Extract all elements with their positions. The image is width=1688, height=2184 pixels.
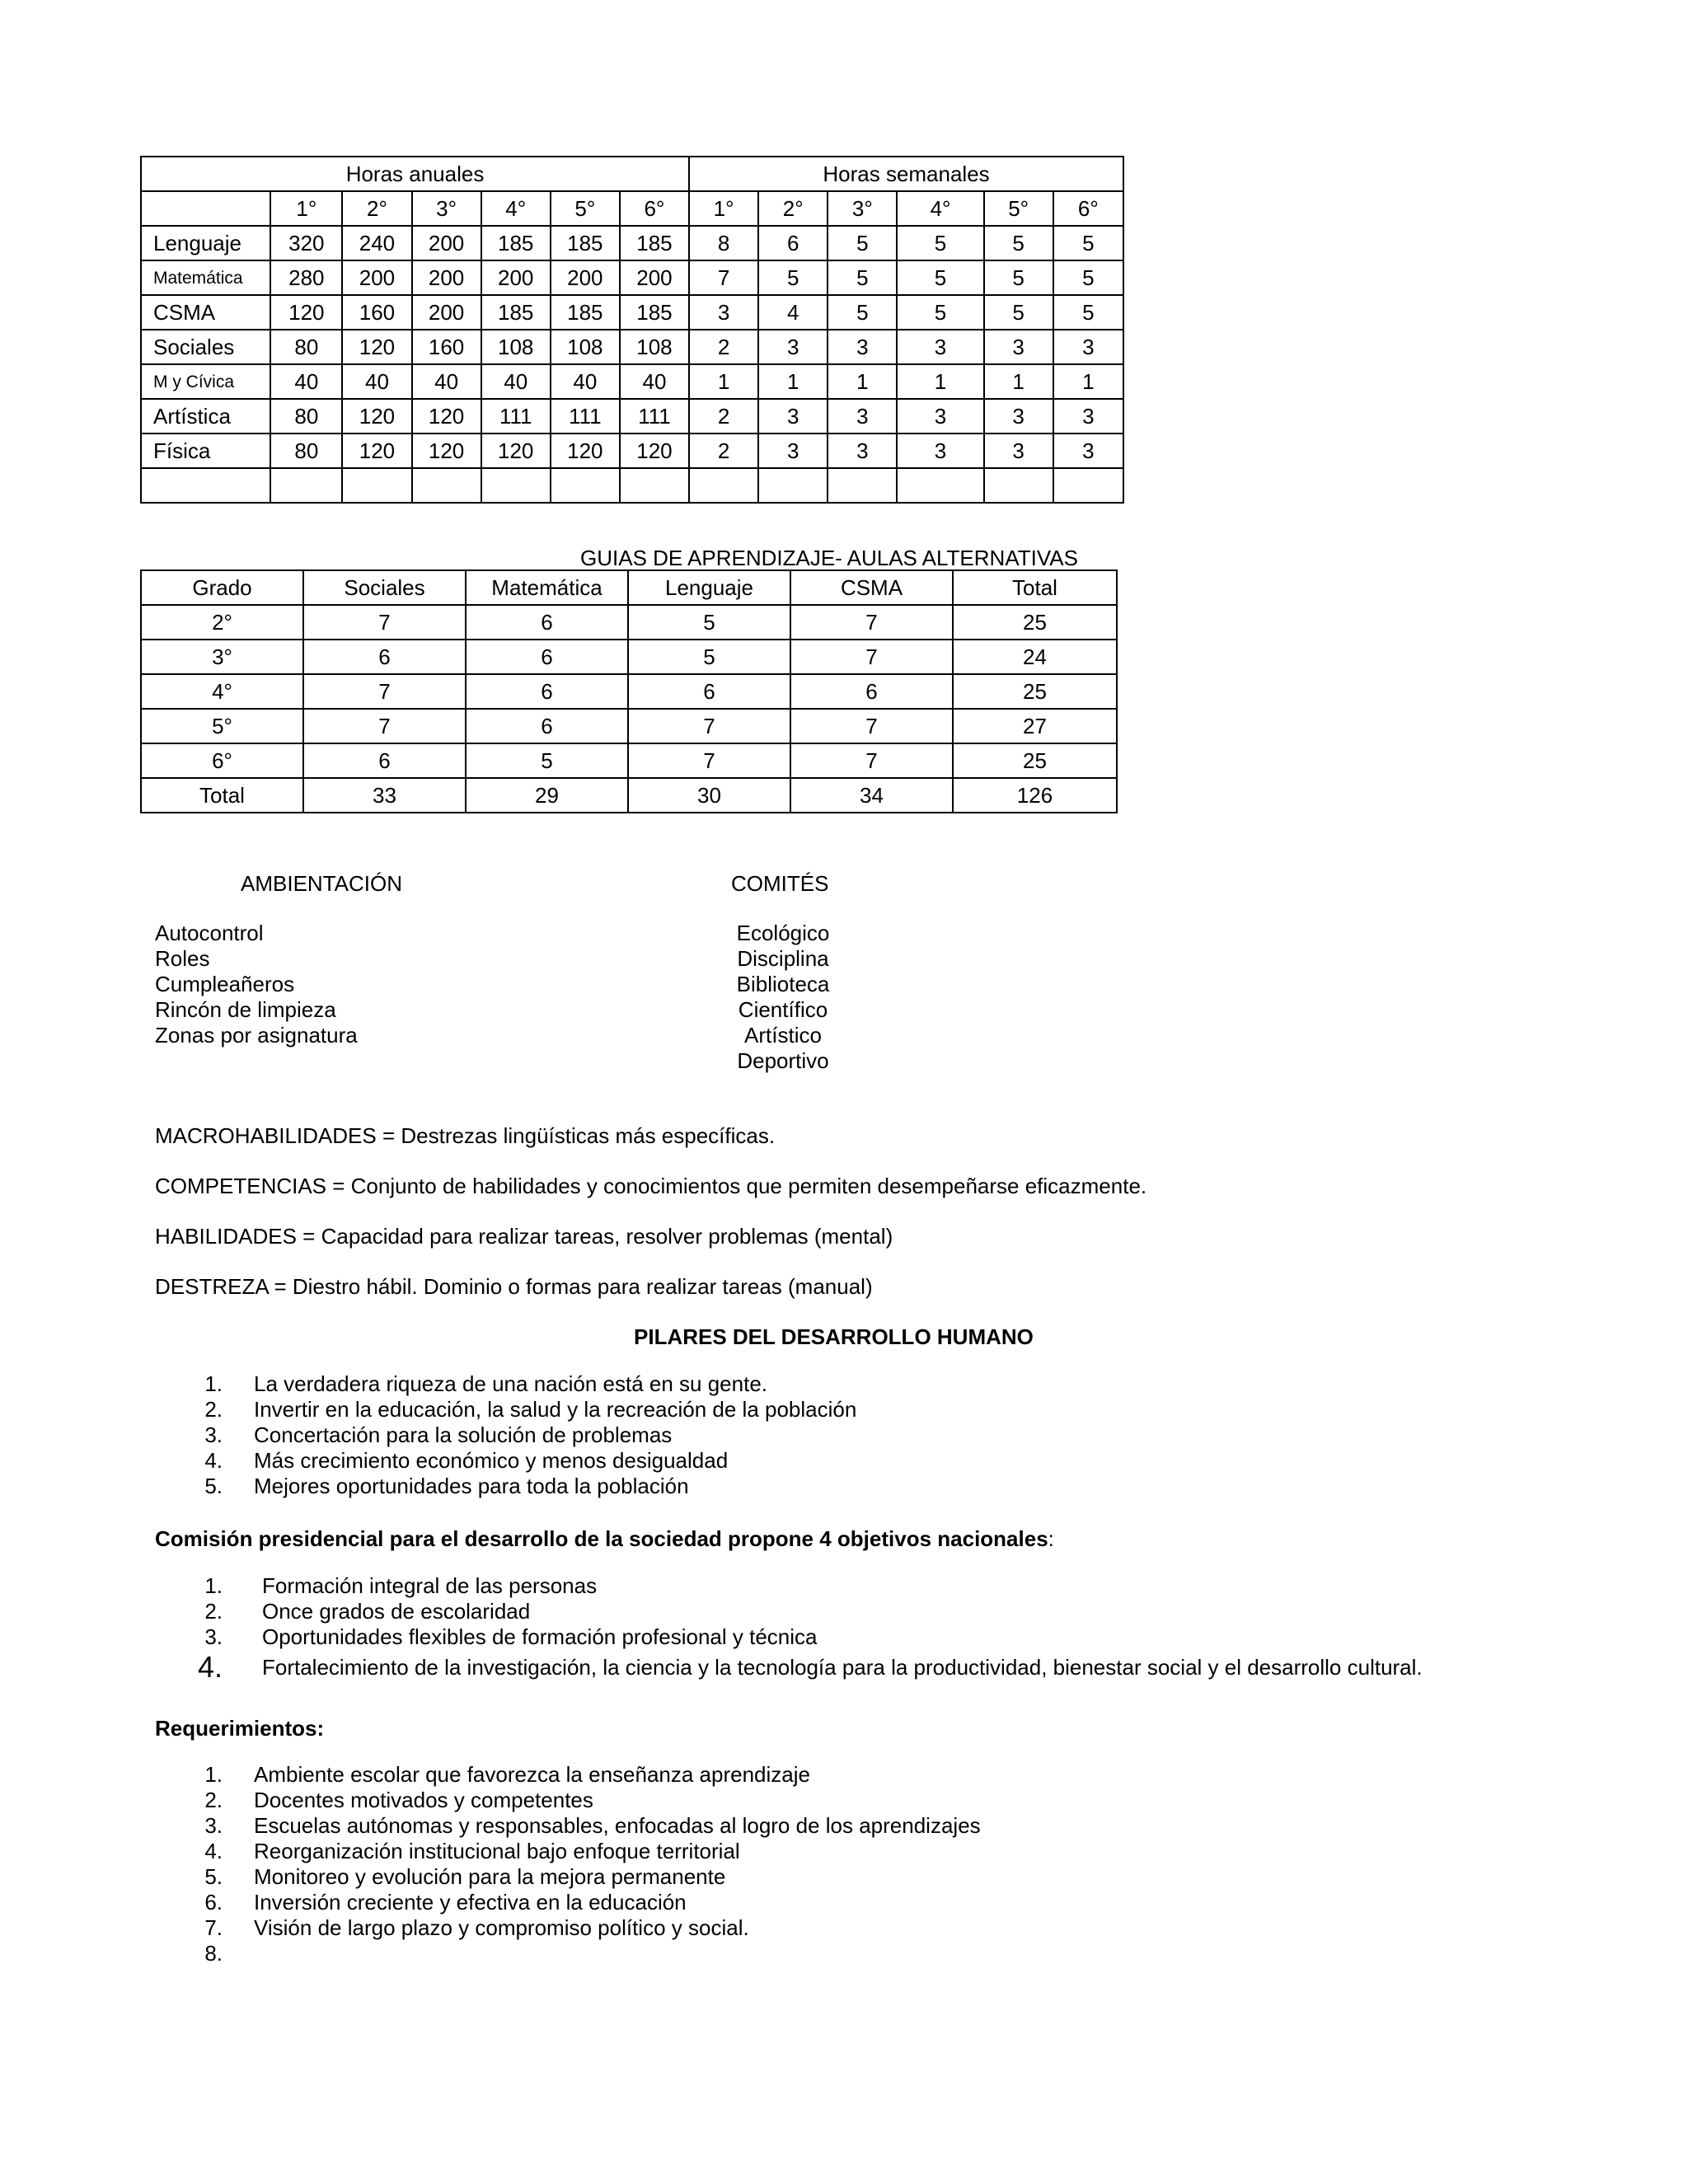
empty-cell — [620, 468, 689, 503]
comite-item: Biblioteca — [736, 972, 830, 996]
hours-cell: 108 — [620, 330, 689, 364]
objetivo-item — [190, 1650, 1508, 1685]
hours-row — [141, 260, 1123, 295]
comites-list — [725, 921, 841, 1074]
hours-cell: 160 — [412, 330, 481, 364]
guides-cell: 29 — [466, 778, 628, 813]
list-text: Ambiente escolar que favorezca la enseñanza aprendizaje — [254, 1762, 810, 1787]
guides-cell: 5 — [628, 605, 790, 640]
pilar-item — [190, 1448, 1179, 1474]
subject-cell: Matemática — [141, 260, 270, 295]
hours-row — [141, 364, 1123, 399]
hours-cell: 40 — [620, 364, 689, 399]
list-text: Visión de largo plazo y compromiso político y social. — [254, 1915, 749, 1940]
hours-cell: 111 — [620, 399, 689, 434]
hours-cell: 5 — [984, 260, 1053, 295]
comite-item: Artístico — [744, 1023, 822, 1047]
definition-competencias: COMPETENCIAS = Conjunto de habilidades y conocimientos que permiten desempeñarse eficazmente. — [155, 1174, 1147, 1198]
guides-header: Grado — [141, 570, 303, 605]
pilar-item — [190, 1371, 1179, 1397]
hours-cell: 1 — [758, 364, 828, 399]
objetivo-item — [190, 1573, 1508, 1599]
hours-cell: 5 — [1053, 260, 1123, 295]
hours-cell: 5 — [828, 295, 897, 330]
hours-cell: 120 — [270, 295, 342, 330]
hours-cell: 40 — [342, 364, 411, 399]
hours-cell: 200 — [620, 260, 689, 295]
list-number: 2. — [204, 1397, 223, 1422]
hours-cell: 3 — [984, 330, 1053, 364]
objetivo-item — [190, 1624, 1508, 1650]
hours-cell: 3 — [984, 399, 1053, 434]
guides-row — [141, 640, 1117, 674]
hours-grade-header-row — [141, 191, 1123, 226]
guides-cell: 6 — [790, 674, 953, 709]
definition-destreza: DESTREZA = Diestro hábil. Dominio o formas para realizar tareas (manual) — [155, 1274, 873, 1299]
ambientacion-item: Roles — [155, 946, 210, 971]
definition-habilidades: HABILIDADES = Capacidad para realizar tareas, resolver problemas (mental) — [155, 1224, 893, 1249]
hours-cell: 2 — [689, 434, 758, 468]
hours-cell: 120 — [481, 434, 551, 468]
grade-header: 3° — [412, 191, 481, 226]
hours-cell: 40 — [551, 364, 620, 399]
requerimientos-title: Requerimientos: — [155, 1716, 325, 1741]
hours-cell: 200 — [412, 260, 481, 295]
subject-cell: CSMA — [141, 295, 270, 330]
guides-cell: 6 — [466, 674, 628, 709]
hours-table — [140, 156, 1124, 504]
hours-cell: 120 — [412, 434, 481, 468]
list-number: 6. — [204, 1890, 223, 1915]
hours-cell: 6 — [758, 226, 828, 260]
list-text: Oportunidades flexibles de formación profesional y técnica — [262, 1624, 818, 1649]
hours-cell: 3 — [828, 330, 897, 364]
hours-group-header-row — [141, 157, 1123, 191]
hours-cell: 240 — [342, 226, 411, 260]
grade-header: 5° — [984, 191, 1053, 226]
list-text: Docentes motivados y competentes — [254, 1788, 593, 1812]
hours-cell: 5 — [897, 226, 983, 260]
hours-cell: 200 — [412, 295, 481, 330]
empty-cell — [828, 468, 897, 503]
list-number: 5. — [204, 1474, 223, 1498]
guides-cell: 34 — [790, 778, 953, 813]
guides-cell: 6 — [466, 709, 628, 743]
guides-cell: 6 — [303, 743, 466, 778]
grade-header: 1° — [270, 191, 342, 226]
guides-cell: 7 — [790, 605, 953, 640]
requerimiento-item — [190, 1915, 1261, 1941]
hours-cell: 185 — [481, 295, 551, 330]
grade-header: 2° — [758, 191, 828, 226]
hours-cell: 3 — [689, 295, 758, 330]
ambientacion-item: Autocontrol — [155, 921, 264, 945]
guides-cell: 6 — [628, 674, 790, 709]
hours-cell: 2 — [689, 330, 758, 364]
empty-cell — [270, 468, 342, 503]
hours-cell: 1 — [1053, 364, 1123, 399]
guides-row — [141, 778, 1117, 813]
hours-cell: 3 — [758, 399, 828, 434]
empty-cell — [551, 468, 620, 503]
empty-cell — [984, 468, 1053, 503]
requerimientos-list — [190, 1762, 1261, 1966]
list-number: 4. — [204, 1448, 223, 1473]
subject-cell: M y Cívica — [141, 364, 270, 399]
requerimiento-item — [190, 1941, 1261, 1966]
hours-cell: 4 — [758, 295, 828, 330]
guides-cell: 30 — [628, 778, 790, 813]
comite-item: Disciplina — [737, 946, 829, 971]
guides-table — [140, 569, 1118, 813]
hours-cell: 3 — [1053, 399, 1123, 434]
hours-cell: 200 — [481, 260, 551, 295]
hours-cell: 5 — [828, 260, 897, 295]
guides-header: Sociales — [303, 570, 466, 605]
guides-cell: 27 — [953, 709, 1117, 743]
comite-item: Científico — [738, 997, 828, 1022]
guides-cell: 33 — [303, 778, 466, 813]
list-text: Mejores oportunidades para toda la población — [254, 1474, 689, 1498]
hours-cell: 3 — [897, 330, 983, 364]
hours-row — [141, 399, 1123, 434]
list-text: Reorganización institucional bajo enfoque territorial — [254, 1839, 740, 1863]
hours-cell: 5 — [828, 226, 897, 260]
hours-cell: 3 — [1053, 434, 1123, 468]
list-number: 1. — [204, 1762, 223, 1787]
list-number: 5. — [204, 1864, 223, 1889]
empty-cell — [342, 468, 411, 503]
guides-cell: 7 — [303, 674, 466, 709]
guides-cell: 7 — [628, 709, 790, 743]
hours-cell: 7 — [689, 260, 758, 295]
pilar-item — [190, 1422, 1179, 1448]
guides-cell: 25 — [953, 743, 1117, 778]
guides-header-row — [141, 570, 1117, 605]
hours-cell: 40 — [481, 364, 551, 399]
hours-cell: 120 — [342, 330, 411, 364]
comision-heading — [155, 1526, 1054, 1552]
hours-cell: 80 — [270, 399, 342, 434]
list-number: 7. — [204, 1915, 223, 1940]
guides-row — [141, 674, 1117, 709]
list-number: 8. — [204, 1941, 223, 1966]
list-text: Once grados de escolaridad — [262, 1599, 531, 1624]
pilar-item — [190, 1397, 1179, 1422]
hours-cell: 120 — [342, 434, 411, 468]
grade-header: 4° — [481, 191, 551, 226]
hours-row — [141, 226, 1123, 260]
requerimiento-item — [190, 1890, 1261, 1915]
hours-cell: 40 — [270, 364, 342, 399]
requerimiento-item — [190, 1864, 1261, 1890]
list-text: Escuelas autónomas y responsables, enfocadas al logro de los aprendizajes — [254, 1813, 981, 1838]
hours-cell: 120 — [551, 434, 620, 468]
guides-cell: 6° — [141, 743, 303, 778]
hours-cell: 185 — [620, 295, 689, 330]
guides-cell: 7 — [628, 743, 790, 778]
list-number: 2. — [204, 1599, 223, 1624]
guides-cell: 7 — [790, 743, 953, 778]
hours-cell: 1 — [897, 364, 983, 399]
guides-table-body — [141, 605, 1117, 813]
guides-cell: 25 — [953, 674, 1117, 709]
comision-title: Comisión presidencial para el desarrollo de la sociedad propone 4 objetivos nacionales — [155, 1526, 1048, 1551]
list-number: 4. — [197, 1650, 223, 1684]
list-text: Inversión creciente y efectiva en la educación — [254, 1890, 687, 1915]
hours-cell: 8 — [689, 226, 758, 260]
list-text: La verdadera riqueza de una nación está en su gente. — [254, 1371, 768, 1396]
comites-title: COMITÉS — [731, 871, 829, 896]
ambientacion-list — [155, 921, 358, 1048]
hours-cell: 108 — [551, 330, 620, 364]
guides-row — [141, 709, 1117, 743]
guides-cell: 6 — [466, 640, 628, 674]
hours-cell: 120 — [342, 399, 411, 434]
grade-header: 6° — [620, 191, 689, 226]
list-text: Invertir en la educación, la salud y la recreación de la población — [254, 1397, 857, 1422]
hours-cell: 185 — [620, 226, 689, 260]
annual-hours-header: Horas anuales — [141, 157, 689, 191]
list-text: Concertación para la solución de problemas — [254, 1422, 673, 1447]
list-number: 3. — [204, 1422, 223, 1447]
hours-cell: 3 — [897, 399, 983, 434]
requerimiento-item — [190, 1788, 1261, 1813]
list-text: Formación integral de las personas — [262, 1573, 598, 1598]
guides-row — [141, 605, 1117, 640]
list-text: Monitoreo y evolución para la mejora permanente — [254, 1864, 726, 1889]
guides-cell: 4° — [141, 674, 303, 709]
hours-cell: 5 — [758, 260, 828, 295]
hours-cell: 5 — [897, 260, 983, 295]
grade-header: 3° — [828, 191, 897, 226]
guides-caption: GUIAS DE APRENDIZAJE- AULAS ALTERNATIVAS — [580, 546, 1078, 570]
list-number: 2. — [204, 1788, 223, 1812]
requerimiento-item — [190, 1813, 1261, 1839]
hours-cell: 200 — [342, 260, 411, 295]
hours-cell: 120 — [620, 434, 689, 468]
empty-cell — [481, 468, 551, 503]
guides-cell: 126 — [953, 778, 1117, 813]
weekly-hours-header: Horas semanales — [689, 157, 1123, 191]
hours-cell: 5 — [984, 226, 1053, 260]
guides-cell: 5 — [628, 640, 790, 674]
ambientacion-item: Rincón de limpieza — [155, 997, 336, 1022]
hours-cell: 5 — [1053, 295, 1123, 330]
grade-header: 6° — [1053, 191, 1123, 226]
hours-cell: 3 — [828, 434, 897, 468]
requerimiento-item — [190, 1839, 1261, 1864]
guides-header: Matemática — [466, 570, 628, 605]
objetivo-item — [190, 1599, 1508, 1624]
subject-cell: Física — [141, 434, 270, 468]
hours-cell: 3 — [758, 434, 828, 468]
list-number: 1. — [204, 1573, 223, 1598]
guides-row — [141, 743, 1117, 778]
hours-cell: 3 — [828, 399, 897, 434]
hours-cell: 5 — [897, 295, 983, 330]
pilares-list — [190, 1371, 1179, 1499]
hours-cell: 280 — [270, 260, 342, 295]
guides-cell: 6 — [466, 605, 628, 640]
list-number: 4. — [204, 1839, 223, 1863]
hours-cell: 1 — [984, 364, 1053, 399]
guides-cell: 7 — [790, 709, 953, 743]
grade-header: 4° — [897, 191, 983, 226]
guides-cell: 7 — [303, 605, 466, 640]
subject-cell: Sociales — [141, 330, 270, 364]
hours-cell: 3 — [984, 434, 1053, 468]
hours-cell: 120 — [412, 399, 481, 434]
hours-cell: 1 — [689, 364, 758, 399]
hours-cell: 200 — [412, 226, 481, 260]
hours-row — [141, 330, 1123, 364]
blank-header-cell — [141, 191, 270, 226]
guides-cell: 25 — [953, 605, 1117, 640]
hours-cell: 111 — [551, 399, 620, 434]
hours-cell: 40 — [412, 364, 481, 399]
hours-cell: 108 — [481, 330, 551, 364]
hours-table-body — [141, 226, 1123, 503]
comite-item: Deportivo — [737, 1048, 829, 1073]
guides-cell: 7 — [790, 640, 953, 674]
hours-cell: 80 — [270, 434, 342, 468]
subject-cell: Lenguaje — [141, 226, 270, 260]
grade-header: 5° — [551, 191, 620, 226]
hours-cell: 3 — [758, 330, 828, 364]
hours-cell: 320 — [270, 226, 342, 260]
list-number: 3. — [204, 1813, 223, 1838]
guides-cell: 6 — [303, 640, 466, 674]
hours-cell: 111 — [481, 399, 551, 434]
guides-cell: 3° — [141, 640, 303, 674]
hours-cell: 5 — [984, 295, 1053, 330]
hours-cell: 3 — [1053, 330, 1123, 364]
grade-header: 2° — [342, 191, 411, 226]
guides-cell: Total — [141, 778, 303, 813]
guides-header: Total — [953, 570, 1117, 605]
hours-cell: 3 — [897, 434, 983, 468]
hours-cell: 200 — [551, 260, 620, 295]
list-number: 3. — [204, 1624, 223, 1649]
guides-cell: 24 — [953, 640, 1117, 674]
empty-cell — [897, 468, 983, 503]
hours-cell: 2 — [689, 399, 758, 434]
hours-row — [141, 434, 1123, 468]
comision-colon: : — [1048, 1526, 1054, 1551]
guides-cell: 5 — [466, 743, 628, 778]
hours-cell: 185 — [551, 226, 620, 260]
comision-list — [190, 1573, 1508, 1685]
hours-cell: 1 — [828, 364, 897, 399]
hours-cell: 185 — [551, 295, 620, 330]
pilar-item — [190, 1474, 1179, 1499]
empty-cell — [141, 468, 270, 503]
guides-header: Lenguaje — [628, 570, 790, 605]
grade-header: 1° — [689, 191, 758, 226]
guides-cell: 2° — [141, 605, 303, 640]
definition-macrohabilidades: MACROHABILIDADES = Destrezas lingüísticas más específicas. — [155, 1123, 776, 1148]
list-text: Fortalecimiento de la investigación, la ciencia y la tecnología para la productividad, bienestar social y el desarrollo cultural. — [262, 1655, 1423, 1680]
guides-cell: 5° — [141, 709, 303, 743]
ambientacion-item: Cumpleañeros — [155, 972, 295, 996]
empty-cell — [689, 468, 758, 503]
list-text: Más crecimiento económico y menos desigualdad — [254, 1448, 729, 1473]
guides-header: CSMA — [790, 570, 953, 605]
ambientacion-title: AMBIENTACIÓN — [241, 871, 402, 896]
empty-row — [141, 468, 1123, 503]
empty-cell — [412, 468, 481, 503]
guides-cell: 7 — [303, 709, 466, 743]
hours-cell: 185 — [481, 226, 551, 260]
comite-item: Ecológico — [736, 921, 830, 945]
empty-cell — [758, 468, 828, 503]
empty-cell — [1053, 468, 1123, 503]
subject-cell: Artística — [141, 399, 270, 434]
requerimiento-item — [190, 1762, 1261, 1788]
hours-cell: 160 — [342, 295, 411, 330]
list-number: 1. — [204, 1371, 223, 1396]
pilares-title: PILARES DEL DESARROLLO HUMANO — [634, 1324, 1034, 1349]
hours-cell: 5 — [1053, 226, 1123, 260]
hours-cell: 80 — [270, 330, 342, 364]
hours-row — [141, 295, 1123, 330]
ambientacion-item: Zonas por asignatura — [155, 1023, 358, 1047]
